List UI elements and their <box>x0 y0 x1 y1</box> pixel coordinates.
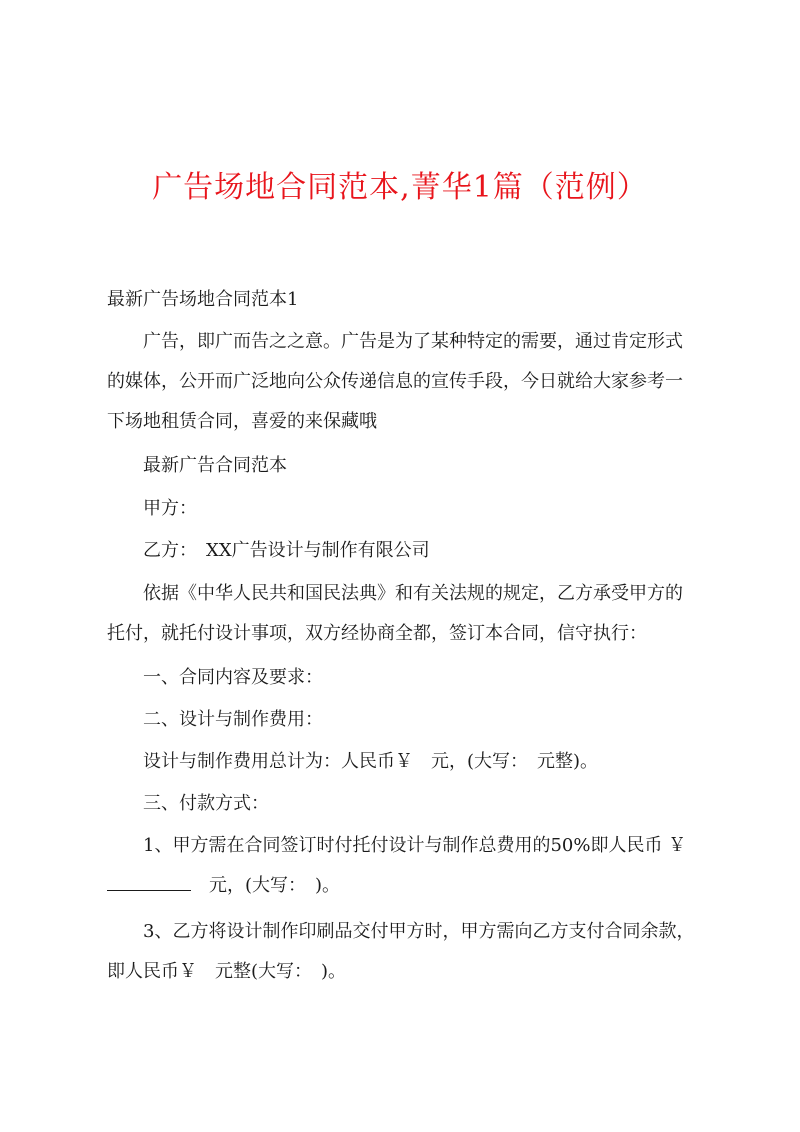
payment-3-line-1: 3、乙方将设计制作印刷品交付甲方时，甲方需向乙方支付合同余款， <box>143 921 695 942</box>
payment-1-line-2 <box>107 866 703 906</box>
party-a: 甲方： <box>143 498 197 519</box>
basis-paragraph <box>107 574 703 654</box>
payment-1-line-1: 1、甲方需在合同签订时付托付设计与制作总费用的50%即人民币 ￥ <box>143 835 687 856</box>
intro-paragraph <box>107 322 703 442</box>
intro-line-3: 下场地租赁合同，喜爱的来保藏哦 <box>107 411 377 432</box>
payment-1-line-2-text: 元，(大写： )。 <box>209 875 341 896</box>
fee-total: 设计与制作费用总计为：人民币￥ 元，(大写： 元整)。 <box>143 751 599 772</box>
contract-title: 最新广告合同范本 <box>143 455 287 476</box>
intro-line-1: 广告，即广而告之之意。广告是为了某种特定的需要，通过肯定形式 <box>143 331 683 352</box>
party-b: 乙方： XX广告设计与制作有限公司 <box>143 540 430 561</box>
clause-3-heading: 三、付款方式： <box>143 793 269 814</box>
document-title: 广告场地合同范本,菁华1篇（范例） <box>152 170 648 205</box>
basis-line-2: 托付，就托付设计事项，双方经协商全都，签订本合同，信守执行： <box>107 623 647 644</box>
section-heading: 最新广告场地合同范本1 <box>107 289 299 310</box>
payment-3-line-2: 即人民币￥ 元整(大写： )。 <box>107 961 347 982</box>
payment-1-paragraph <box>107 826 703 906</box>
payment-3-paragraph <box>107 912 703 992</box>
clause-2-heading: 二、设计与制作费用： <box>143 709 323 730</box>
clause-1-heading: 一、合同内容及要求： <box>143 667 323 688</box>
intro-line-2: 的媒体，公开而广泛地向公众传递信息的宣传手段，今日就给大家参考一 <box>107 371 683 392</box>
basis-line-1: 依据《中华人民共和国民法典》和有关法规的规定，乙方承受甲方的 <box>143 583 683 604</box>
amount-blank <box>107 870 191 891</box>
